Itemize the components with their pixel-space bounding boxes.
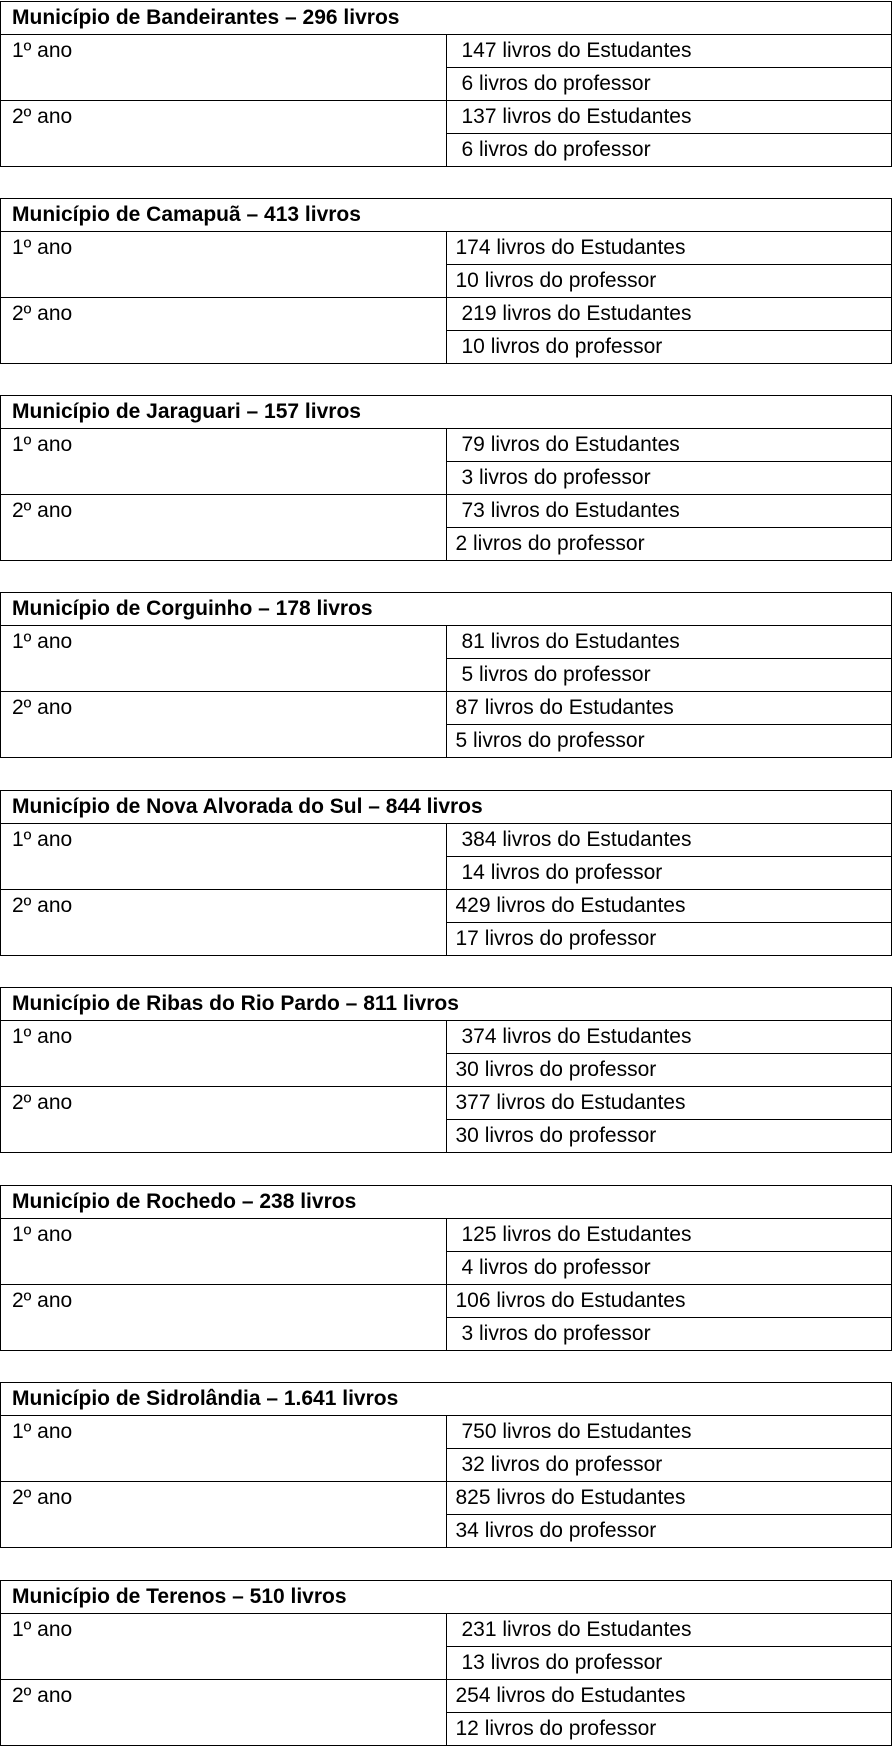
teacher-books: 12 livros do professor <box>446 1713 892 1746</box>
teacher-books: 3 livros do professor <box>446 1318 892 1351</box>
municipio-title: Município de Terenos – 510 livros <box>1 1581 892 1614</box>
municipio-table-sidrolandia <box>0 1382 892 1548</box>
students-books: 825 livros do Estudantes <box>446 1482 892 1515</box>
teacher-books: 13 livros do professor <box>446 1647 892 1680</box>
students-books: 137 livros do Estudantes <box>446 101 892 134</box>
municipio-table-nova-alvorada-do-sul <box>0 790 892 956</box>
municipio-title: Município de Sidrolândia – 1.641 livros <box>1 1383 892 1416</box>
year-label: 2º ano <box>1 495 447 561</box>
teacher-books: 5 livros do professor <box>446 659 892 692</box>
students-books: 147 livros do Estudantes <box>446 35 892 68</box>
year-label: 2º ano <box>1 1680 447 1746</box>
year-label: 1º ano <box>1 626 447 692</box>
year-label: 1º ano <box>1 429 447 495</box>
teacher-books: 3 livros do professor <box>446 462 892 495</box>
municipio-table-camapua <box>0 198 892 364</box>
municipio-table-terenos <box>0 1580 892 1746</box>
teacher-books: 6 livros do professor <box>446 134 892 167</box>
teacher-books: 5 livros do professor <box>446 725 892 758</box>
students-books: 231 livros do Estudantes <box>446 1614 892 1647</box>
teacher-books: 30 livros do professor <box>446 1054 892 1087</box>
teacher-books: 32 livros do professor <box>446 1449 892 1482</box>
teacher-books: 30 livros do professor <box>446 1120 892 1153</box>
students-books: 106 livros do Estudantes <box>446 1285 892 1318</box>
teacher-books: 17 livros do professor <box>446 923 892 956</box>
students-books: 254 livros do Estudantes <box>446 1680 892 1713</box>
municipio-title: Município de Rochedo – 238 livros <box>1 1186 892 1219</box>
students-books: 79 livros do Estudantes <box>446 429 892 462</box>
students-books: 377 livros do Estudantes <box>446 1087 892 1120</box>
students-books: 81 livros do Estudantes <box>446 626 892 659</box>
year-label: 2º ano <box>1 890 447 956</box>
students-books: 73 livros do Estudantes <box>446 495 892 528</box>
year-label: 2º ano <box>1 101 447 167</box>
year-label: 2º ano <box>1 1087 447 1153</box>
teacher-books: 34 livros do professor <box>446 1515 892 1548</box>
year-label: 2º ano <box>1 1482 447 1548</box>
municipio-title: Município de Jaraguari – 157 livros <box>1 396 892 429</box>
students-books: 384 livros do Estudantes <box>446 824 892 857</box>
year-label: 1º ano <box>1 232 447 298</box>
students-books: 374 livros do Estudantes <box>446 1021 892 1054</box>
year-label: 1º ano <box>1 35 447 101</box>
year-label: 1º ano <box>1 1614 447 1680</box>
municipio-title: Município de Nova Alvorada do Sul – 844 livros <box>1 791 892 824</box>
year-label: 2º ano <box>1 692 447 758</box>
teacher-books: 14 livros do professor <box>446 857 892 890</box>
municipio-title: Município de Ribas do Rio Pardo – 811 livros <box>1 988 892 1021</box>
year-label: 2º ano <box>1 298 447 364</box>
students-books: 750 livros do Estudantes <box>446 1416 892 1449</box>
year-label: 1º ano <box>1 1416 447 1482</box>
students-books: 174 livros do Estudantes <box>446 232 892 265</box>
municipio-title: Município de Camapuã – 413 livros <box>1 199 892 232</box>
municipio-title: Município de Corguinho – 178 livros <box>1 593 892 626</box>
students-books: 219 livros do Estudantes <box>446 298 892 331</box>
year-label: 1º ano <box>1 824 447 890</box>
teacher-books: 4 livros do professor <box>446 1252 892 1285</box>
municipio-table-jaraguari <box>0 395 892 561</box>
year-label: 2º ano <box>1 1285 447 1351</box>
students-books: 429 livros do Estudantes <box>446 890 892 923</box>
teacher-books: 10 livros do professor <box>446 331 892 364</box>
students-books: 87 livros do Estudantes <box>446 692 892 725</box>
teacher-books: 6 livros do professor <box>446 68 892 101</box>
year-label: 1º ano <box>1 1219 447 1285</box>
municipio-table-rochedo <box>0 1185 892 1351</box>
municipio-table-ribas-do-rio-pardo <box>0 987 892 1153</box>
municipio-title: Município de Bandeirantes – 296 livros <box>1 2 892 35</box>
year-label: 1º ano <box>1 1021 447 1087</box>
municipio-table-bandeirantes <box>0 1 892 167</box>
teacher-books: 10 livros do professor <box>446 265 892 298</box>
teacher-books: 2 livros do professor <box>446 528 892 561</box>
students-books: 125 livros do Estudantes <box>446 1219 892 1252</box>
municipio-table-corguinho <box>0 592 892 758</box>
